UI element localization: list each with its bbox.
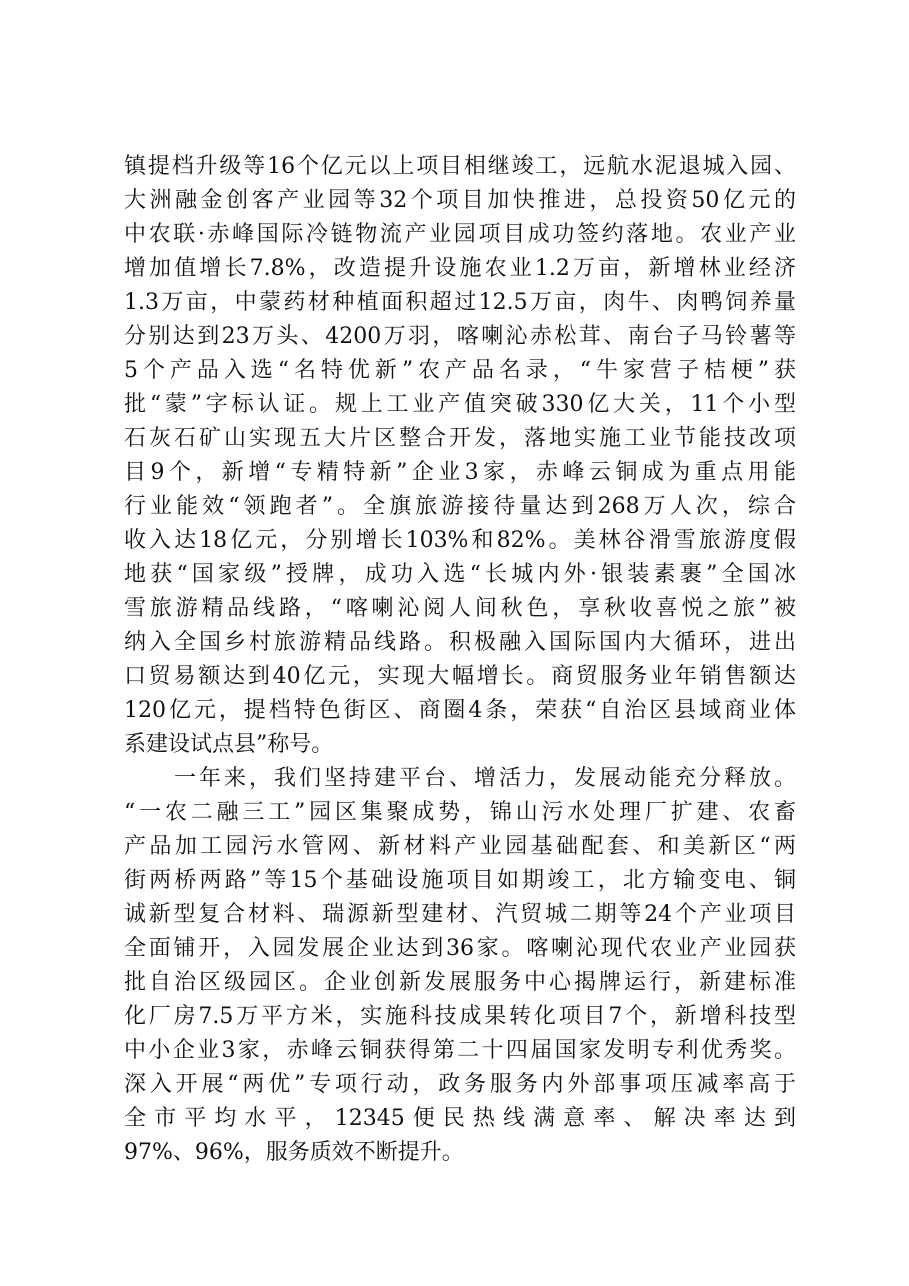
text-line: 口贸易额达到40亿元，实现大幅增长。商贸服务业年销售额达 [124, 664, 796, 689]
text-line: 97%、96%，服务质效不断提升。 [124, 1140, 464, 1165]
text-line: 镇提档升级等16个亿元以上项目相继竣工，远航水泥退城入园、 [124, 154, 796, 179]
text-line: 深入开展“两优”专项行动，政务服务内外部事项压减率高于 [124, 1072, 796, 1097]
text-line: 全面铺开，入园发展企业达到36家。喀喇沁现代农业产业园获 [124, 936, 796, 961]
text-line: 120亿元，提档特色街区、商圈4条，荣获“自治区县域商业体 [124, 698, 796, 723]
text-line: “一农二融三工”园区集聚成势，锦山污水处理厂扩建、农畜 [124, 800, 796, 825]
text-line: 分别达到23万头、4200万羽，喀喇沁赤松茸、南台子马铃薯等 [124, 324, 796, 349]
text-line: 石灰石矿山实现五大片区整合开发，落地实施工业节能技改项 [124, 426, 796, 451]
text-line: 5个产品入选“名特优新”农产品名录，“牛家营子桔梗”获 [124, 358, 796, 383]
text-line: 中农联·赤峰国际冷链物流产业园项目成功签约落地。农业产业 [124, 222, 796, 247]
text-line: 增加值增长7.8%，改造提升设施农业1.2万亩，新增林业经济 [124, 256, 796, 281]
text-line: 纳入全国乡村旅游精品线路。积极融入国际国内大循环，进出 [124, 630, 796, 655]
text-line: 一年来，我们坚持建平台、增活力，发展动能充分释放。 [124, 766, 796, 791]
text-line: 批自治区级园区。企业创新发展服务中心揭牌运行，新建标准 [124, 970, 796, 995]
text-line: 街两桥两路”等15个基础设施项目如期竣工，北方输变电、铜 [124, 868, 796, 893]
text-line: 雪旅游精品线路，“喀喇沁阅人间秋色，享秋收喜悦之旅”被 [124, 596, 796, 621]
text-line: 批“蒙”字标认证。规上工业产值突破330亿大关，11个小型 [124, 392, 796, 417]
text-line: 收入达18亿元，分别增长103%和82%。美林谷滑雪旅游度假 [124, 528, 796, 553]
text-line: 行业能效“领跑者”。全旗旅游接待量达到268万人次，综合 [124, 494, 796, 519]
text-line: 产品加工园污水管网、新材料产业园基础配套、和美新区“两 [124, 834, 796, 859]
text-line: 1.3万亩，中蒙药材种植面积超过12.5万亩，肉牛、肉鸭饲养量 [124, 290, 796, 315]
text-line: 中小企业3家，赤峰云铜获得第二十四届国家发明专利优秀奖。 [124, 1038, 796, 1063]
text-line: 大洲融金创客产业园等32个项目加快推进，总投资50亿元的 [124, 188, 796, 213]
text-line: 化厂房7.5万平方米，实施科技成果转化项目7个，新增科技型 [124, 1004, 796, 1029]
text-line: 系建设试点县”称号。 [124, 732, 334, 757]
text-line: 目9个，新增“专精特新”企业3家，赤峰云铜成为重点用能 [124, 460, 796, 485]
text-line: 全市平均水平，12345便民热线满意率、解决率达到 [124, 1106, 796, 1131]
text-line: 地获“国家级”授牌，成功入选“长城内外·银装素裹”全国冰 [124, 562, 796, 587]
text-line: 诚新型复合材料、瑞源新型建材、汽贸城二期等24个产业项目 [124, 902, 796, 927]
